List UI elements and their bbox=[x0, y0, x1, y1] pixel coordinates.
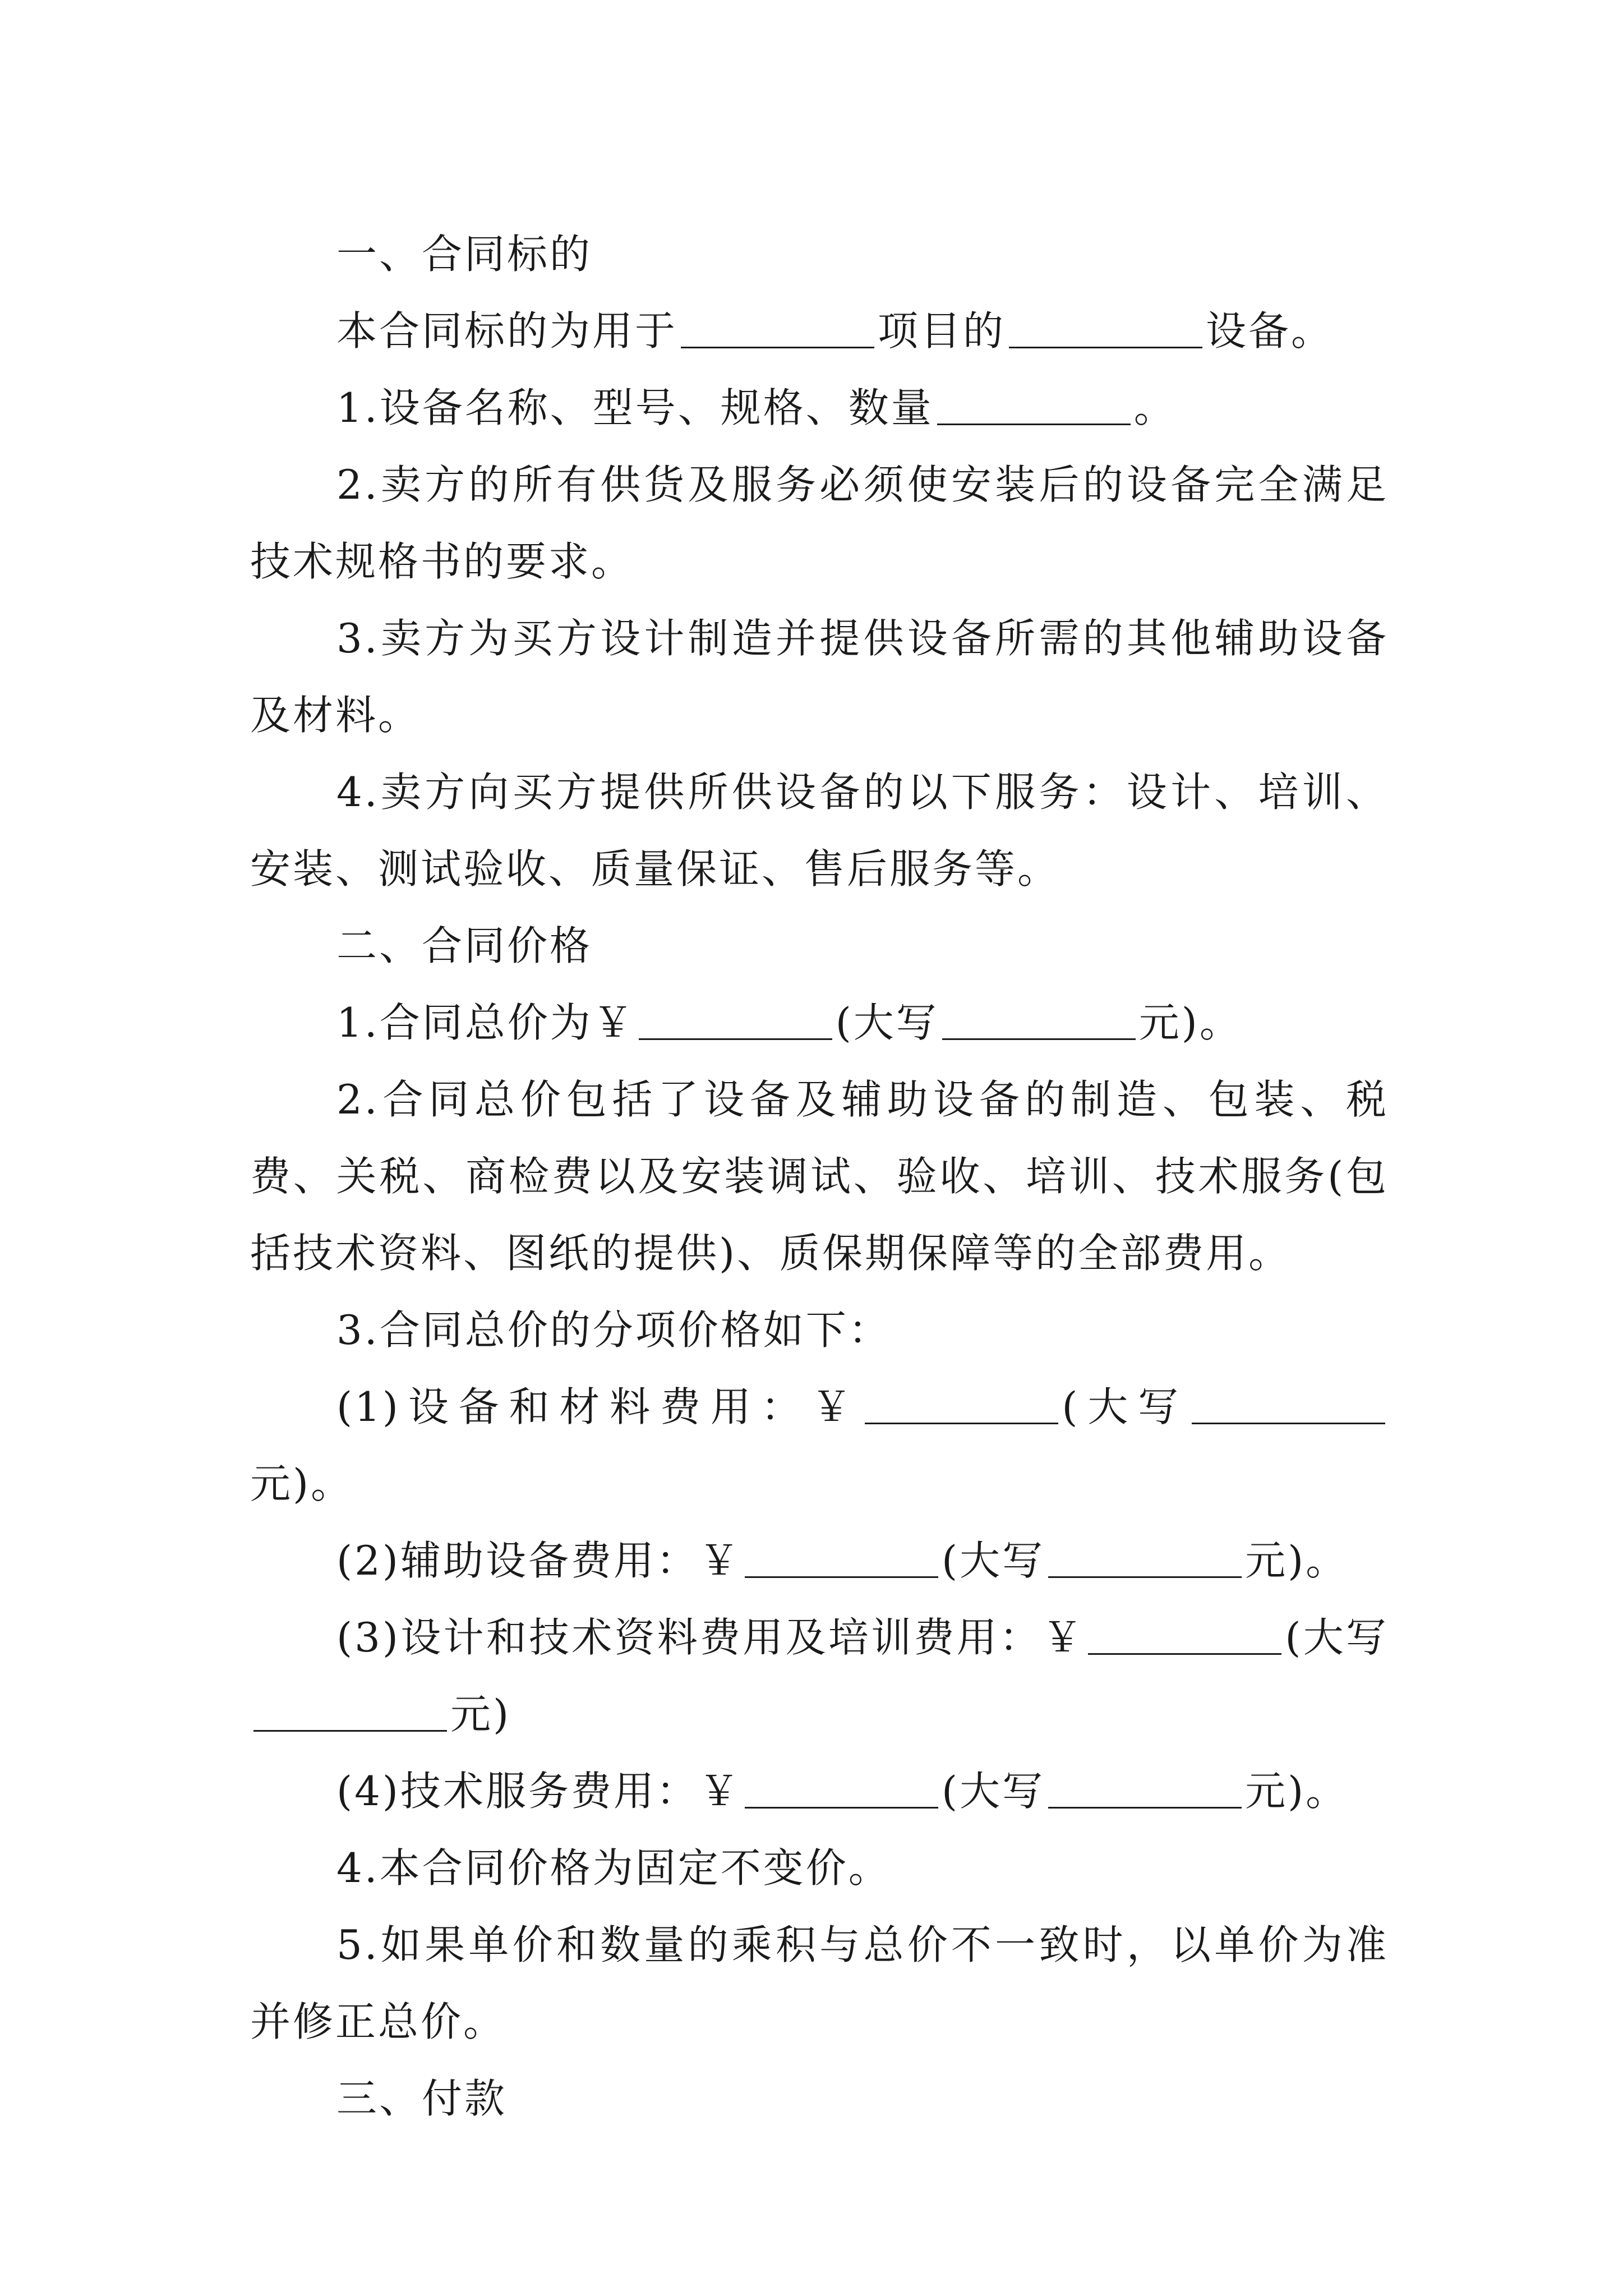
text: (1)设备和材料费用：￥ bbox=[336, 1383, 862, 1430]
paragraph-price-item-1 bbox=[250, 1369, 1389, 1522]
paragraph-item-3 bbox=[250, 600, 1389, 754]
paragraph-item-2 bbox=[250, 447, 1389, 600]
text: 4.卖方向买方提供所供设备的以下服务：设计、培训、安装、测试验收、质量保证、售后服务等。 bbox=[250, 769, 1389, 892]
fill-blank-amount bbox=[1088, 1613, 1281, 1655]
text: 元)。 bbox=[1245, 1768, 1349, 1815]
text: 项目的 bbox=[878, 307, 1006, 355]
text: 2.卖方的所有供货及服务必须使安装后的设备完全满足技术规格书的要求。 bbox=[250, 461, 1389, 585]
paragraph-price-5 bbox=[250, 1907, 1389, 2060]
section-heading-payment bbox=[250, 2060, 1389, 2137]
paragraph-price-1 bbox=[250, 984, 1389, 1061]
fill-blank-amount-words bbox=[1192, 1382, 1385, 1424]
text: (大写 bbox=[835, 999, 939, 1046]
fill-blank-total-amount bbox=[639, 998, 832, 1040]
fill-blank-equipment-spec bbox=[937, 383, 1131, 425]
text: (大写 bbox=[942, 1768, 1045, 1815]
text: 5.如果单价和数量的乘积与总价不一致时，以单价为准并修正总价。 bbox=[250, 1921, 1389, 2045]
fill-blank-equipment bbox=[1009, 306, 1202, 348]
paragraph-item-4 bbox=[250, 754, 1389, 908]
fill-blank-amount bbox=[745, 1536, 938, 1578]
paragraph-price-3 bbox=[250, 1292, 1389, 1369]
contract-body bbox=[250, 216, 1389, 2137]
paragraph-price-4 bbox=[250, 1830, 1389, 1907]
text: 设备。 bbox=[1206, 307, 1334, 355]
section-heading-contract-subject bbox=[250, 216, 1389, 293]
text: 3.合同总价的分项价格如下： bbox=[336, 1306, 891, 1354]
fill-blank-amount bbox=[865, 1382, 1058, 1424]
text: 2.合同总价包括了设备及辅助设备的制造、包装、税费、关税、商检费以及安装调试、验收、培训、技术服务(包括技术资料、图纸的提供)、质保期保障等的全部费用。 bbox=[250, 1076, 1389, 1277]
fill-blank-amount-words bbox=[1048, 1766, 1242, 1809]
text: 本合同标的为用于 bbox=[336, 307, 678, 355]
text: 4.本合同价格为固定不变价。 bbox=[336, 1844, 891, 1892]
fill-blank-amount bbox=[745, 1766, 938, 1809]
paragraph-price-item-2 bbox=[250, 1522, 1389, 1599]
text: 元) bbox=[450, 1691, 511, 1738]
fill-blank-amount-words bbox=[253, 1690, 447, 1732]
text: 。 bbox=[1133, 384, 1177, 431]
text: 二、合同价格 bbox=[336, 922, 593, 969]
paragraph-price-2 bbox=[250, 1061, 1389, 1292]
section-heading-contract-price bbox=[250, 908, 1389, 984]
text: (大写 bbox=[1062, 1383, 1188, 1430]
fill-blank-total-amount-words bbox=[942, 998, 1136, 1040]
paragraph-item-1 bbox=[250, 370, 1389, 447]
text: 元)。 bbox=[1245, 1537, 1349, 1584]
text: 三、付款 bbox=[336, 2075, 508, 2122]
text: (4)技术服务费用：￥ bbox=[336, 1768, 741, 1815]
text: 1.合同总价为￥ bbox=[336, 999, 635, 1046]
paragraph-contract-subject bbox=[250, 293, 1389, 370]
text: (3)设计和技术资料费用及培训费用：￥ bbox=[336, 1614, 1085, 1661]
text: (大写 bbox=[1285, 1614, 1389, 1661]
text: (2)辅助设备费用：￥ bbox=[336, 1537, 741, 1584]
text: 元)。 bbox=[250, 1460, 354, 1507]
paragraph-price-item-3 bbox=[250, 1599, 1389, 1753]
text: 1.设备名称、型号、规格、数量 bbox=[336, 384, 934, 431]
text: (大写 bbox=[942, 1537, 1045, 1584]
text: 一、合同标的 bbox=[336, 231, 593, 278]
text: 元)。 bbox=[1138, 999, 1242, 1046]
paragraph-price-item-4 bbox=[250, 1753, 1389, 1830]
fill-blank-amount-words bbox=[1048, 1536, 1242, 1578]
text: 3.卖方为买方设计制造并提供设备所需的其他辅助设备及材料。 bbox=[250, 615, 1389, 739]
fill-blank-project bbox=[681, 306, 874, 348]
